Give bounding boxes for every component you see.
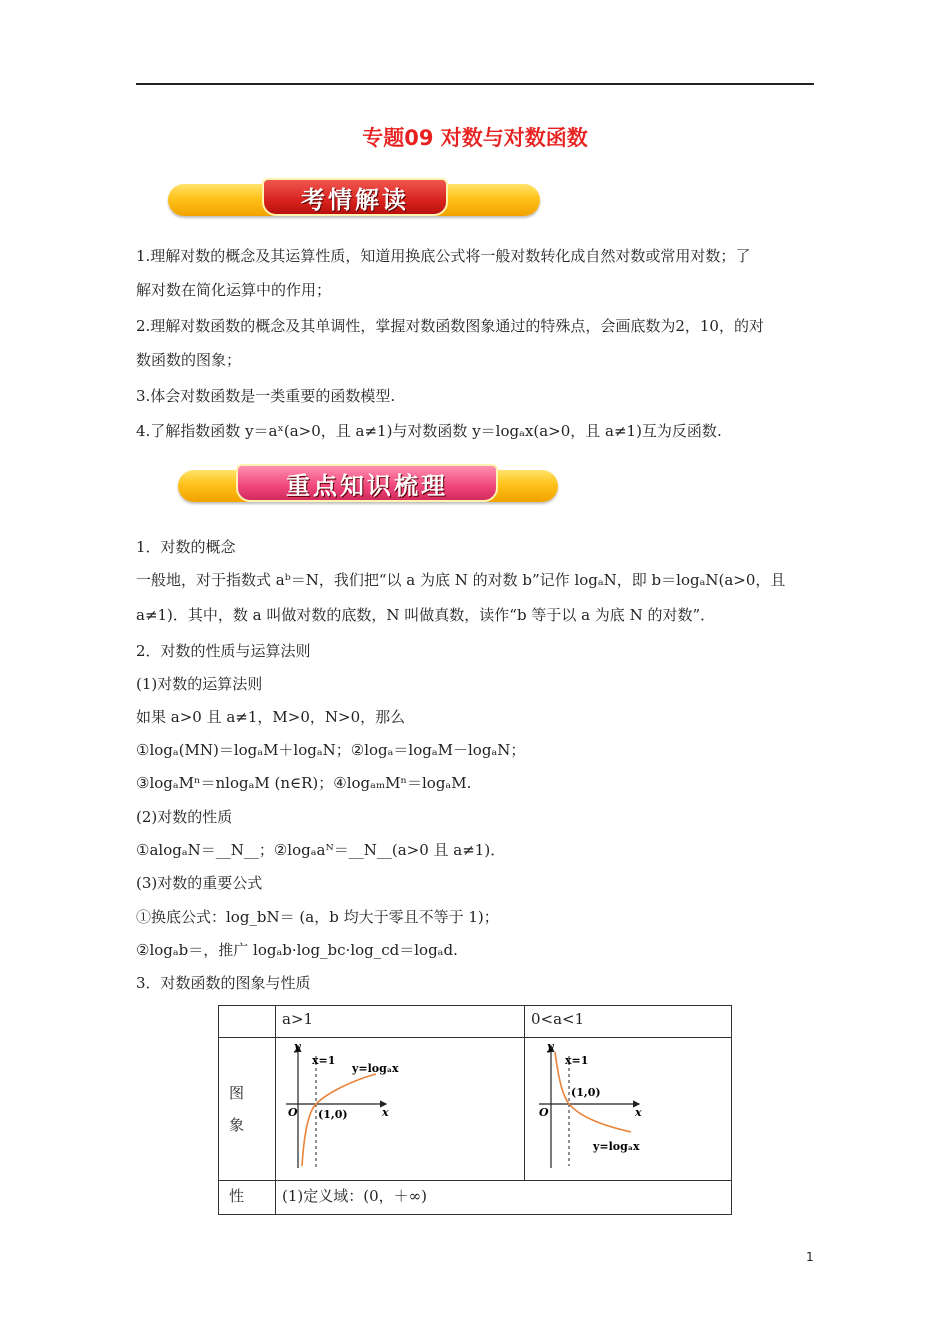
graph-cell-a-lt-1: [525, 1038, 732, 1181]
table-corner-cell: [219, 1006, 276, 1038]
knowledge-line: ②logₐb＝，推广 logₐb·log_bc·log_cd＝logₐd.: [136, 941, 458, 959]
knowledge-line: ①logₐ(MN)＝logₐM＋logₐN；②logₐ＝logₐM－logₐN；: [136, 741, 526, 759]
objective-line: 1.理解对数的概念及其运算性质，知道用换底公式将一般对数转化成自然对数或常用对数；了: [136, 247, 751, 265]
y-axis-label: y: [547, 1040, 554, 1053]
table-header-a-gt-1: a>1: [276, 1006, 525, 1038]
vline-label: x=1: [565, 1054, 589, 1067]
row-label-char: 象: [229, 1116, 245, 1134]
curve-label: y=logₐx: [593, 1140, 640, 1153]
curve-label: y=logₐx: [352, 1062, 399, 1075]
knowledge-line: 2．对数的性质与运算法则: [136, 642, 311, 660]
knowledge-line: ①换底公式：log_bN＝ (a，b 均大于零且不等于 1)；: [136, 908, 499, 926]
point-label: (1,0): [571, 1086, 601, 1099]
objective-line: 3.体会对数函数是一类重要的函数模型.: [136, 387, 396, 405]
x-axis-label: x: [382, 1106, 389, 1119]
knowledge-line: (3)对数的重要公式: [136, 874, 263, 892]
page-title: 专题09 对数与对数函数: [362, 126, 588, 150]
graph-cell-a-gt-1: [276, 1038, 525, 1181]
knowledge-line: (2)对数的性质: [136, 808, 233, 826]
objective-line: 2.理解对数函数的概念及其单调性，掌握对数函数图象通过的特殊点，会画底数为2，10，的对: [136, 317, 764, 335]
knowledge-line: 3．对数函数的图象与性质: [136, 974, 311, 992]
origin-label: O: [288, 1106, 298, 1119]
banner-exam-analysis: [168, 178, 540, 220]
table-property-domain: (1)定义域：(0，＋∞): [276, 1181, 732, 1215]
knowledge-line: ③logₐMⁿ＝nlogₐM (n∈R)；④logₐₘMⁿ＝logₐM.: [136, 774, 472, 792]
banner-key-knowledge: [178, 464, 558, 506]
knowledge-line: 如果 a>0 且 a≠1，M>0，N>0，那么: [136, 708, 406, 726]
point-label: (1,0): [318, 1108, 348, 1121]
table-row-label-property: 性: [219, 1181, 276, 1215]
banner-label: 重点知识梳理: [286, 471, 448, 500]
knowledge-line: a≠1)．其中，数 a 叫做对数的底数，N 叫做真数，读作“b 等于以 a 为底 N 的对数”．: [136, 606, 716, 624]
log-function-table: [218, 1005, 732, 1211]
objective-line: 解对数在简化运算中的作用；: [136, 281, 332, 299]
log-graph-increasing: [276, 1038, 524, 1176]
table-header-a-lt-1: 0<a<1: [525, 1006, 732, 1038]
banner-tag: [236, 464, 498, 502]
log-graph-decreasing: [525, 1038, 731, 1176]
table-row-label-image: [219, 1038, 276, 1181]
knowledge-line: ①alogₐN＝__N__；②logₐaᴺ＝__N__(a>0 且 a≠1)．: [136, 841, 506, 859]
objective-line: 数函数的图象；: [136, 351, 242, 369]
page-number: 1: [806, 1250, 814, 1264]
origin-label: O: [539, 1106, 549, 1119]
x-axis-label: x: [635, 1106, 642, 1119]
row-label-char: 图: [229, 1084, 245, 1102]
vline-label: x=1: [312, 1054, 336, 1067]
banner-label: 考情解读: [301, 185, 409, 214]
knowledge-line: 1．对数的概念: [136, 538, 236, 556]
objective-line: 4.了解指数函数 y＝aˣ(a>0，且 a≠1)与对数函数 y＝logₐx(a>0，且 a≠1)互为反函数.: [136, 422, 722, 440]
header-rule: [136, 83, 814, 85]
y-axis-label: y: [294, 1040, 301, 1053]
knowledge-line: (1)对数的运算法则: [136, 675, 263, 693]
knowledge-line: 一般地，对于指数式 aᵇ＝N，我们把“以 a 为底 N 的对数 b”记作 logₐN，即 b＝logₐN(a>0，且: [136, 571, 786, 589]
banner-tag: [262, 178, 448, 216]
